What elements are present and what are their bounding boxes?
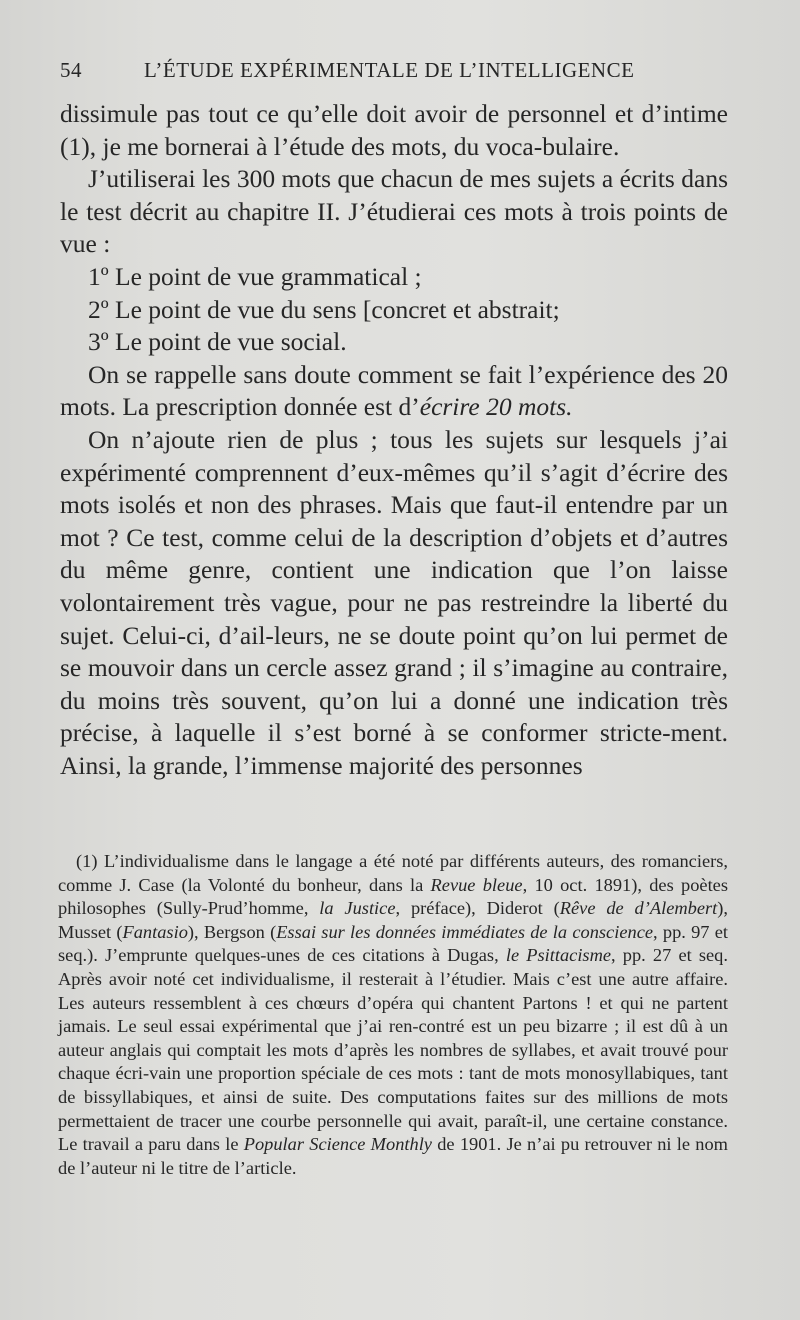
page-header — [60, 58, 730, 88]
paragraph-continuation: dissimule pas tout ce qu’elle doit avoir de personnel et d’intime (1), je me bornerai à l’étude des mots, du voca-bulaire. — [60, 99, 728, 161]
paragraph-explanation: On n’ajoute rien de plus ; tous les sujets sur lesquels j’ai expérimenté comprennent d’eux-mêmes qu’il s’agit d’écrire des mots isolés et non des phrases. Mais que faut-il entendre par un mot ? Ce test, comme celui de la description d’objets et d’autres du même genre, contient une indication que l’on laisse volontairement très vague, pour ne pas restreindre la liberté du sujet. Celui-ci, d’ail-leurs, ne se doute point qu’on lui permet de se mouvoir dans un cercle assez grand ; il s’imagine au contraire, du moins très souvent, qu’on lui a donné une indication très précise, à laquelle il s’est borné à se conformer stricte-ment. Ainsi, la grande, l’immense majorité des personnes — [60, 424, 728, 780]
footnote-text: ), Bergson ( — [187, 921, 277, 942]
paragraph-intro: J’utiliserai les 300 mots que chacun de mes sujets a écrits dans le test décrit au chapitre II. J’étudierai ces mots à trois points de vue : — [60, 164, 728, 259]
footnote-text: ), Musset ( — [58, 898, 729, 942]
list-item-grammatical: 1º Le point de vue grammatical ; — [88, 261, 422, 291]
footnote-text: (1) L’individualisme dans le langage a été noté par différents auteurs, des romanciers, comme J. Case (la Volonté du bonheur, dans la — [58, 851, 728, 895]
footnote-italic: Popular Science Monthly — [243, 1134, 432, 1155]
footnote-text: , pp. 97 et seq.). J’emprunte quelques-unes de ces citations à Dugas, — [58, 921, 728, 966]
footnote-italic: Rêve de d’Alembert — [559, 898, 718, 919]
paragraph-experience-text: On se rappelle sans doute comment se fait l’expérience des 20 mots. La prescription donnée est d’ — [60, 359, 728, 422]
paragraph-experience-emphasis: écrire 20 mots. — [419, 392, 573, 422]
footnote — [58, 850, 728, 1180]
footnote-italic: la Justice — [319, 898, 396, 919]
footnote-text: , 10 oct. 1891), des poètes philosophes (Sully-Prud’homme, — [58, 874, 729, 919]
paragraph-experience — [60, 359, 728, 424]
footnote-italic: Essai sur les données immédiates de la conscience — [276, 921, 654, 942]
footnote-text: de 1901. Je n’ai pu retrouver ni le nom de l’auteur ni le titre de l’article. — [58, 1134, 728, 1178]
footnote-italic: le Psittacisme — [505, 945, 612, 966]
footnote-text: , préface), Diderot ( — [395, 898, 560, 919]
footnote-italic: Fantasio — [122, 921, 188, 942]
footnote-italic: Revue bleue — [430, 874, 523, 895]
footnote-text: , pp. 27 et seq. Après avoir noté cet individualisme, il resterait à l’étudier. Mais c’est une autre affaire. Les auteurs ressemblent à ces chœurs d’opéra qui chantent Partons ! et qui ne partent jamais. Le seul essai expérimental que j’ai ren-contré est un peu bizarre ; il est dû à un auteur anglais qui comptait les mots d’après les nombres de syllabes, et avait trouvé pour chaque écri-vain une proportion spéciale de ces mots : tant de mots monosyllabiques, tant de bissyllabiques, et ainsi de suite. Des computations faites sur des millions de mots permettaient de tracer une courbe personnelle qui avait, paraît-il, une certaine constance. Le travail a paru dans le — [58, 945, 728, 1155]
main-text — [60, 98, 728, 782]
running-title: L’ÉTUDE EXPÉRIMENTALE DE L’INTELLIGENCE — [144, 58, 635, 82]
footnote-1 — [58, 850, 728, 1180]
list-item-social: 3º Le point de vue social. — [88, 327, 347, 357]
list-item-sens: 2º Le point de vue du sens [concret et abstrait; — [88, 294, 560, 324]
page-number: 54 — [60, 58, 82, 82]
